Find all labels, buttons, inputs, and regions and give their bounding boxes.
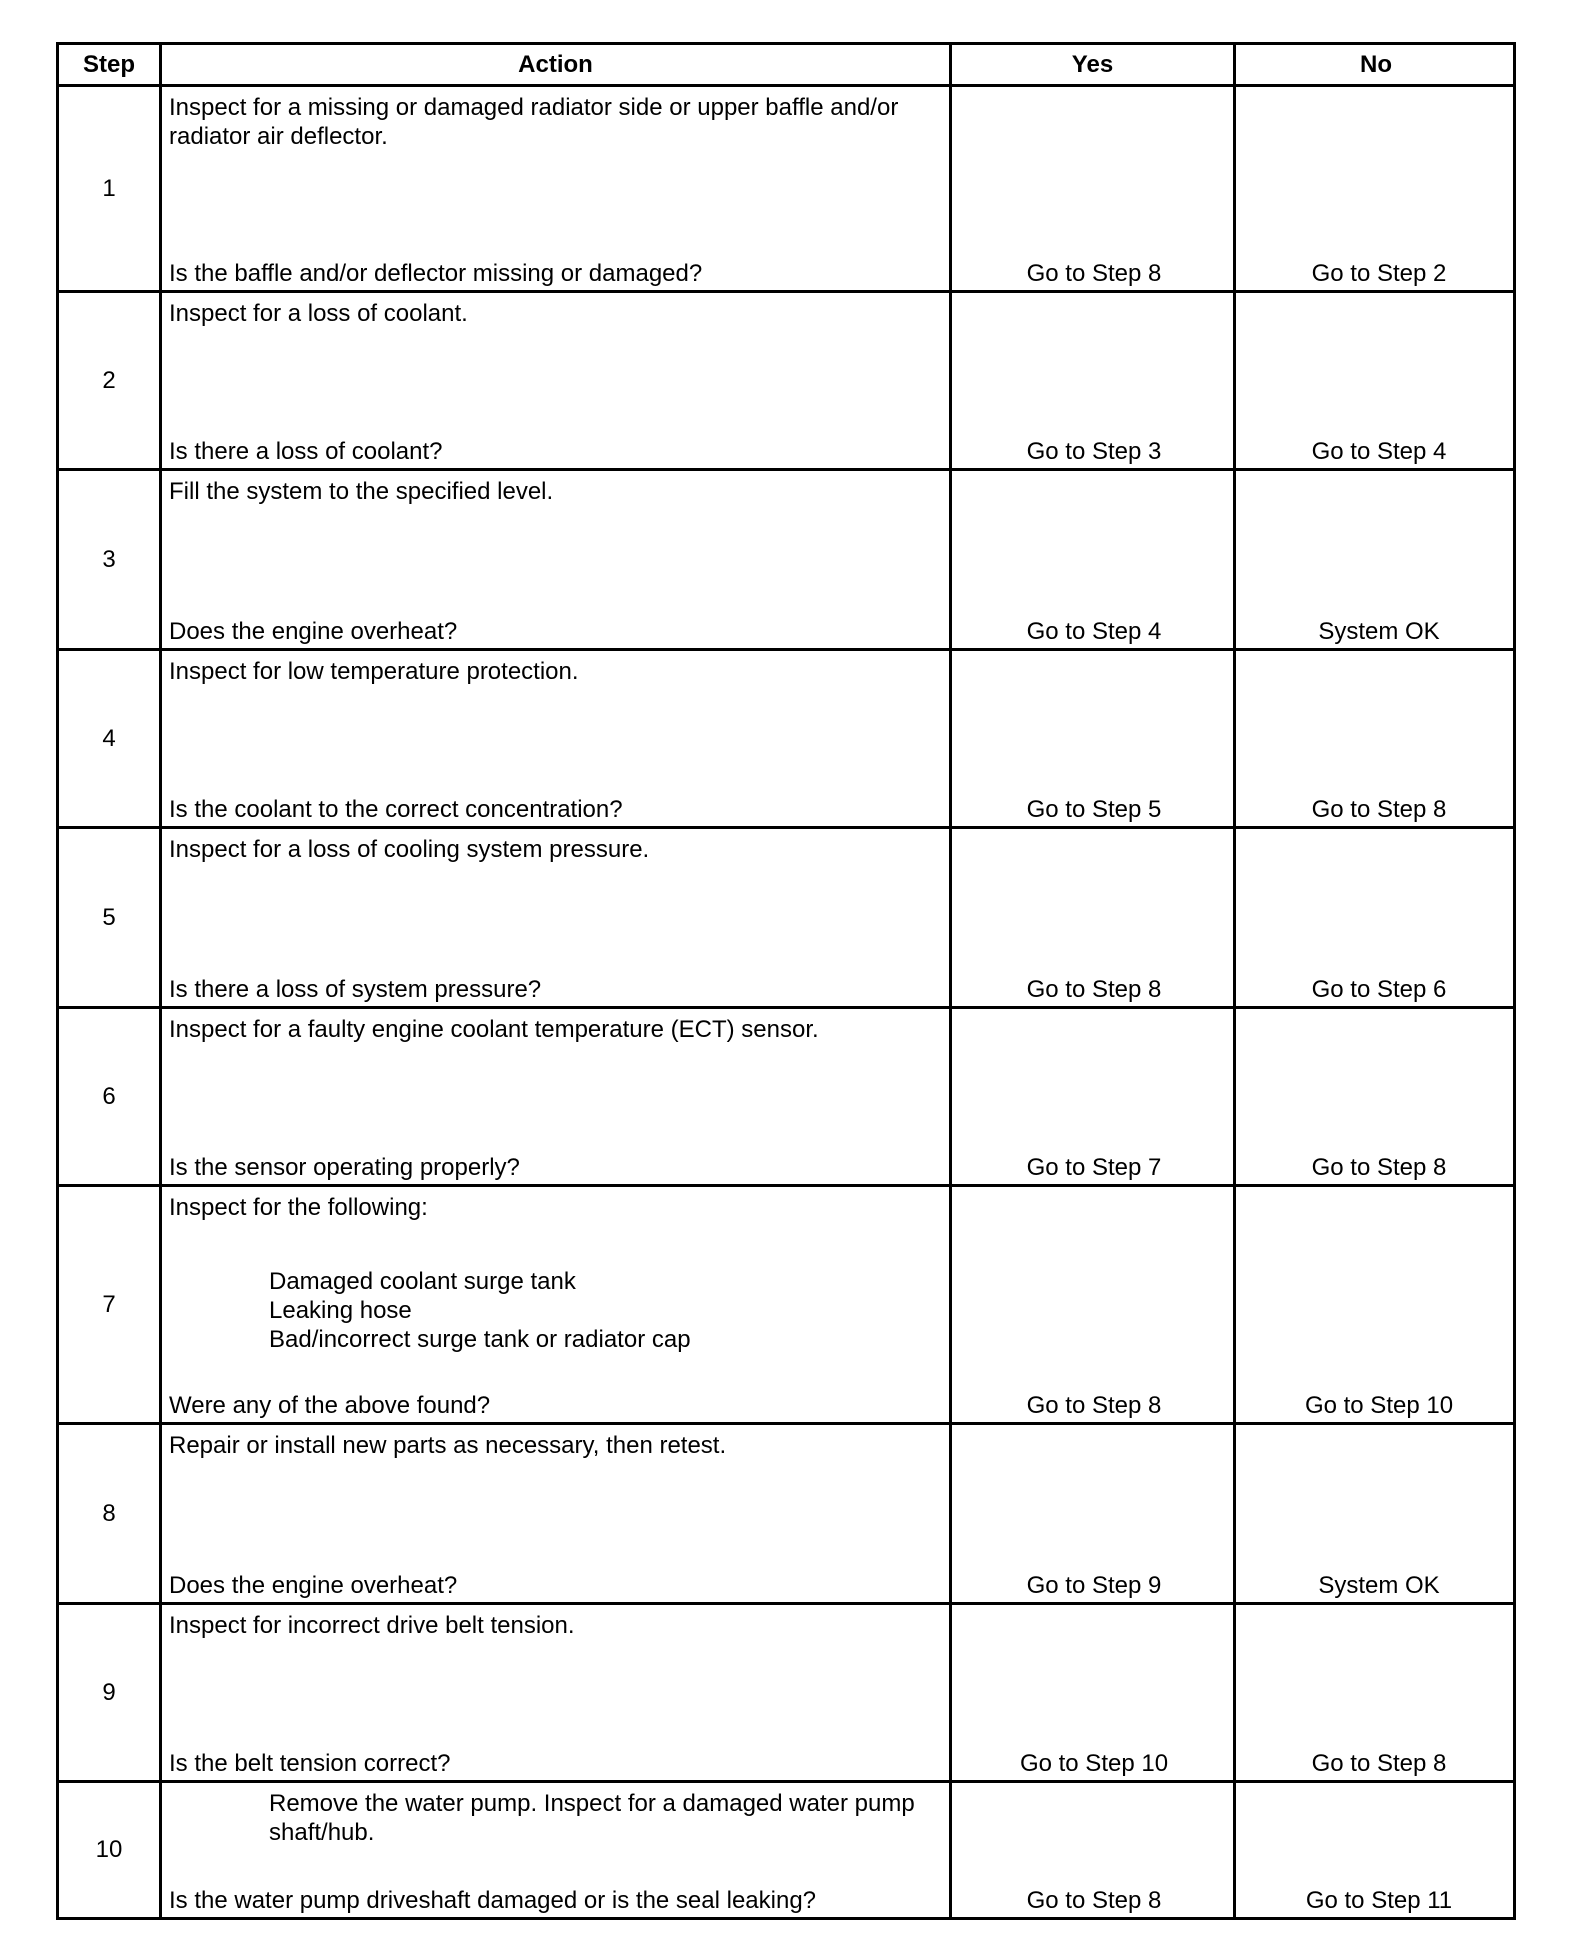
table-row <box>59 829 1513 1009</box>
header-no: No <box>1360 51 1392 78</box>
table-row <box>59 293 1513 471</box>
action-instruction: Inspect for a loss of coolant. <box>169 300 468 327</box>
action-instruction: Fill the system to the specified level. <box>169 478 554 505</box>
action-cell <box>165 1187 945 1422</box>
step-number: 3 <box>102 545 116 573</box>
yes-result: Go to Step 8 <box>1026 976 1162 1003</box>
action-instruction: Repair or install new parts as necessary, then retest. <box>169 1432 727 1459</box>
action-cell <box>165 87 945 290</box>
action-cell <box>165 829 945 1006</box>
no-result: Go to Step 8 <box>1311 1750 1447 1777</box>
action-question: Is there a loss of coolant? <box>169 438 443 465</box>
step-number: 6 <box>102 1082 116 1110</box>
no-result: Go to Step 2 <box>1311 260 1447 287</box>
yes-result: Go to Step 3 <box>1026 438 1162 465</box>
table-row <box>59 471 1513 651</box>
action-cell <box>165 1009 945 1184</box>
action-instruction: Inspect for low temperature protection. <box>169 658 579 685</box>
action-instruction: Inspect for a loss of cooling system pressure. <box>169 836 650 863</box>
no-result: System OK <box>1318 618 1440 645</box>
yes-result: Go to Step 4 <box>1026 618 1162 645</box>
step-number: 2 <box>102 366 116 394</box>
table-row <box>59 1009 1513 1187</box>
table-row <box>59 87 1513 293</box>
no-result: Go to Step 10 <box>1304 1392 1454 1419</box>
header-yes: Yes <box>1071 51 1114 78</box>
action-cell <box>165 471 945 648</box>
step-number: 1 <box>102 174 116 202</box>
action-question: Is the coolant to the correct concentration? <box>169 796 623 823</box>
yes-result: Go to Step 8 <box>1026 1887 1162 1914</box>
action-instruction: Inspect for a faulty engine coolant temperature (ECT) sensor. <box>169 1016 819 1043</box>
no-result: Go to Step 11 <box>1305 1887 1453 1914</box>
table-row <box>59 1605 1513 1783</box>
step-number: 8 <box>102 1499 116 1527</box>
action-cell <box>165 1425 945 1602</box>
action-cell <box>165 1783 945 1917</box>
action-question: Is the baffle and/or deflector missing or damaged? <box>169 260 703 287</box>
no-result: System OK <box>1318 1572 1440 1599</box>
yes-result: Go to Step 5 <box>1026 796 1162 823</box>
list-item: Bad/incorrect surge tank or radiator cap <box>269 1326 691 1353</box>
yes-result: Go to Step 7 <box>1026 1154 1162 1181</box>
action-instruction: Inspect for the following: <box>169 1194 428 1221</box>
step-number: 10 <box>95 1836 123 1863</box>
inspection-list <box>269 1267 691 1354</box>
step-number: 7 <box>102 1290 116 1318</box>
action-cell <box>165 651 945 826</box>
action-cell <box>165 293 945 468</box>
table-header <box>59 45 1513 87</box>
action-instruction: Inspect for a missing or damaged radiator side or upper baffle and/or radiator air deflector. <box>169 94 899 150</box>
list-item: Leaking hose <box>269 1297 412 1324</box>
diagnostic-table <box>56 42 1516 1920</box>
no-result: Go to Step 4 <box>1311 438 1447 465</box>
table-row <box>59 651 1513 829</box>
action-question: Does the engine overheat? <box>169 618 458 645</box>
table-row <box>59 1783 1513 1917</box>
step-number: 9 <box>102 1678 116 1706</box>
no-result: Go to Step 8 <box>1311 796 1447 823</box>
action-question: Were any of the above found? <box>169 1392 491 1419</box>
header-step: Step <box>82 51 135 78</box>
action-instruction: Remove the water pump. Inspect for a damaged water pump shaft/hub. <box>269 1790 915 1846</box>
no-result: Go to Step 6 <box>1311 976 1447 1003</box>
yes-result: Go to Step 9 <box>1026 1572 1162 1599</box>
table-row <box>59 1425 1513 1605</box>
step-number: 4 <box>102 724 116 752</box>
step-number: 5 <box>102 903 116 931</box>
action-cell <box>165 1605 945 1780</box>
action-question: Is the sensor operating properly? <box>169 1154 520 1181</box>
action-question: Is the belt tension correct? <box>169 1750 451 1777</box>
header-action: Action <box>518 51 593 78</box>
list-item: Damaged coolant surge tank <box>269 1268 576 1295</box>
yes-result: Go to Step 10 <box>1019 1750 1169 1777</box>
table-row <box>59 1187 1513 1425</box>
action-question: Does the engine overheat? <box>169 1572 458 1599</box>
yes-result: Go to Step 8 <box>1026 260 1162 287</box>
no-result: Go to Step 8 <box>1311 1154 1447 1181</box>
action-question: Is the water pump driveshaft damaged or is the seal leaking? <box>169 1887 817 1914</box>
action-instruction: Inspect for incorrect drive belt tension. <box>169 1612 575 1639</box>
action-question: Is there a loss of system pressure? <box>169 976 542 1003</box>
yes-result: Go to Step 8 <box>1026 1392 1162 1419</box>
